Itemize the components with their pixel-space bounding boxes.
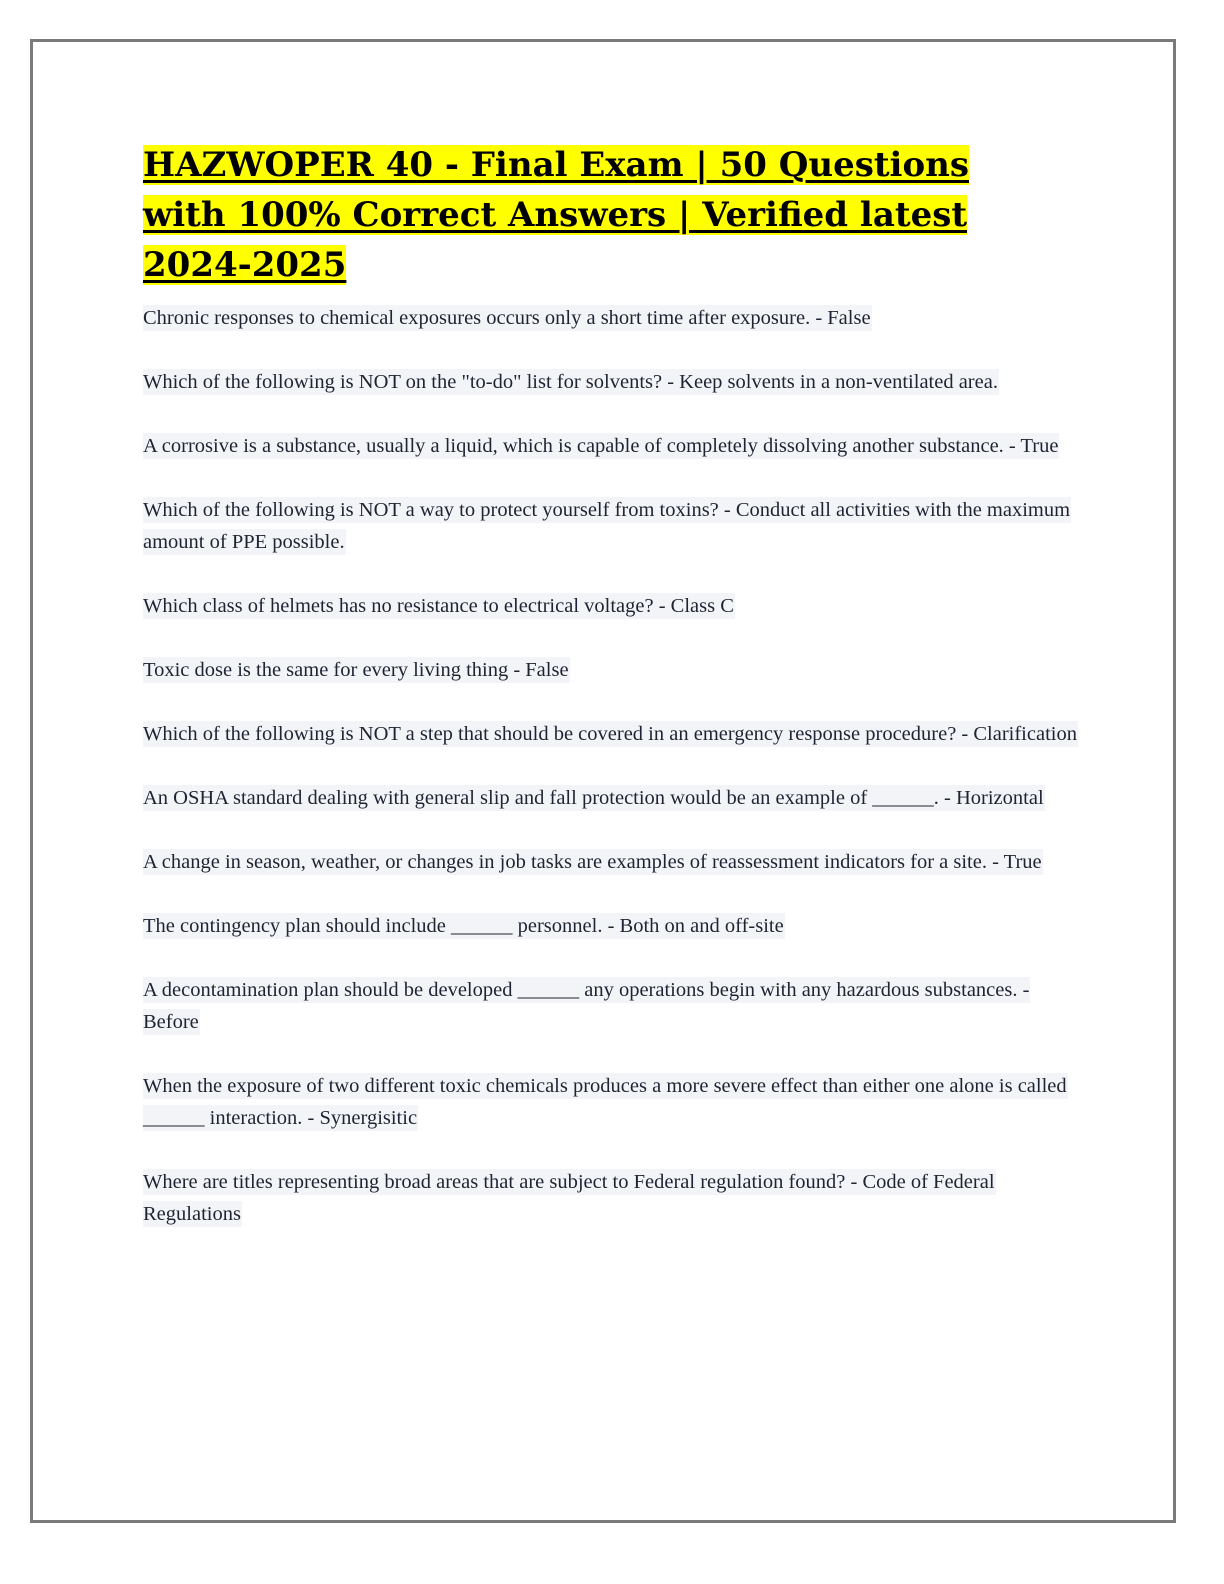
qa-item [143,1166,1083,1230]
qa-item [143,366,1083,398]
qa-item-text: A corrosive is a substance, usually a liquid, which is capable of completely dissolving another substance. - True [143,435,1059,457]
qa-item-text: A change in season, weather, or changes in job tasks are examples of reassessment indicators for a site. - True [143,851,1042,873]
qa-item [143,302,1083,334]
qa-item [143,910,1083,942]
qa-item-text: Which of the following is NOT on the "to-do" list for solvents? - Keep solvents in a non-ventilated area. [143,371,998,393]
qa-item [143,590,1083,622]
qa-item [143,782,1083,814]
document-title [143,140,1043,290]
qa-item [143,654,1083,686]
qa-item-text: Toxic dose is the same for every living thing - False [143,659,569,681]
qa-item-text: An OSHA standard dealing with general slip and fall protection would be an example of ______. - Horizontal [143,787,1044,809]
qa-item [143,494,1083,558]
qa-item-text: Which of the following is NOT a step that should be covered in an emergency response procedure? - Clarification [143,723,1077,745]
qa-item-text: The contingency plan should include ______ personnel. - Both on and off-site [143,915,784,937]
qa-item [143,430,1083,462]
qa-item-text: Chronic responses to chemical exposures occurs only a short time after exposure. - False [143,307,871,329]
qa-item [143,974,1083,1038]
qa-item-text: Where are titles representing broad areas that are subject to Federal regulation found? - Code of Federal Regulations [143,1171,995,1225]
qa-item [143,846,1083,878]
qa-list [143,302,1083,1262]
qa-item-text: A decontamination plan should be developed ______ any operations begin with any hazardous substances. - Before [143,979,1030,1033]
qa-item [143,1070,1083,1134]
qa-item-text: When the exposure of two different toxic chemicals produces a more severe effect than either one alone is called ______ interaction. - Synergisitic [143,1075,1067,1129]
qa-item-text: Which class of helmets has no resistance to electrical voltage? - Class C [143,595,734,617]
qa-item-text: Which of the following is NOT a way to protect yourself from toxins? - Conduct all activities with the maximum amount of PPE possible. [143,499,1071,553]
document-title-text: HAZWOPER 40 - Final Exam | 50 Questions with 100% Correct Answers | Verified latest 2024-2025 [143,145,970,285]
qa-item [143,718,1083,750]
